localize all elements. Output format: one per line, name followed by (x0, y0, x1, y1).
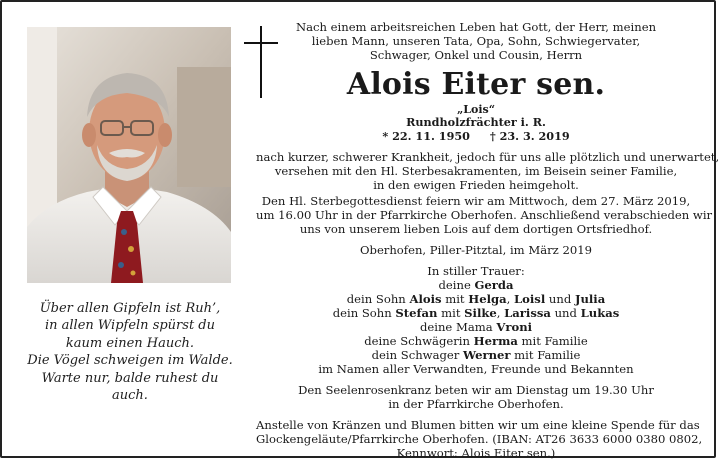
notice-line: in den ewigen Frieden heimgeholt. (373, 178, 579, 192)
rosary-line: Den Seelenrosenkranz beten wir am Dienstag um 19.30 Uhr (298, 383, 654, 397)
place-date: Oberhofen, Piller-Pitztal, im März 2019 (360, 243, 592, 257)
mourner-mother: deine Mama Vroni (419, 320, 533, 334)
poem (24, 300, 236, 404)
funeral-line: uns von unserem lieben Lois auf dem dortigen Ortsfriedhof. (299, 222, 653, 236)
mourner-relatives: im Namen aller Verwandten, Freunde und Bekannten (318, 362, 634, 376)
intro-line: lieben Mann, unseren Tata, Opa, Sohn, Schwiegervater, (311, 34, 641, 48)
mourners (256, 264, 696, 376)
funeral-line: um 16.00 Uhr in der Pfarrkirche Oberhofen. Anschließend verabschieden wir (256, 208, 713, 222)
donation-line: Anstelle von Kränzen und Blumen bitten wir um eine kleine Spende für das (256, 418, 700, 432)
donation-line: Kennwort: Alois Eiter sen.) (396, 446, 556, 460)
intro-text (256, 20, 696, 62)
mourner-son-stefan: dein Sohn Stefan mit Silke, Larissa und Lukas (332, 306, 620, 320)
notice-line: versehen mit den Hl. Sterbesakramenten, im Beisein seiner Familie, (274, 164, 678, 178)
poem-line: in allen Wipfeln spürst du (44, 318, 215, 334)
poem-line: kaum einen Hauch. (65, 335, 195, 351)
poem-line: Über allen Gipfeln ist Ruh’, (39, 301, 221, 316)
life-dates (256, 129, 696, 143)
notice-line: nach kurzer, schwerer Krankheit, jedoch für uns alle plötzlich und unerwartet, (256, 150, 720, 164)
nickname: „Lois“ (456, 103, 496, 116)
intro-line: Nach einem arbeitsreichen Leben hat Gott, der Herr, meinen (295, 20, 657, 34)
donation-line: Glockengeläute/Pfarrkirche Oberhofen. (IBAN: AT26 3633 6000 0380 0802, (256, 432, 703, 446)
occupation: Rundholzfrächter i. R. (406, 115, 546, 129)
portrait-illustration (27, 27, 231, 283)
death-date: † 23. 3. 2019 (489, 129, 570, 143)
mourner-son-alois: dein Sohn Alois mit Helga, Loisl und Julia (346, 292, 606, 306)
rosary-info (256, 383, 696, 411)
poem-line: Die Vögel schweigen im Walde. (27, 353, 233, 369)
donation-info (256, 418, 703, 460)
birth-date: * 22. 11. 1950 (382, 129, 470, 143)
intro-line: Schwager, Onkel und Cousin, Herrn (369, 48, 583, 62)
death-notice (256, 150, 720, 192)
funeral-line: Den Hl. Sterbegottesdienst feiern wir am Mittwoch, dem 27. März 2019, (261, 194, 691, 208)
funeral-info (256, 194, 713, 236)
mourner-wife: deine Gerda (438, 278, 514, 292)
obituary-text (256, 20, 720, 460)
poem-line: Warte nur, balde ruhest du auch. (41, 370, 219, 404)
mourning-heading: In stiller Trauer: (427, 264, 525, 278)
portrait-photo (27, 27, 231, 283)
rosary-line: in der Pfarrkirche Oberhofen. (388, 397, 564, 411)
mourner-sister-in-law: deine Schwägerin Herma mit Familie (364, 334, 588, 348)
deceased-name: Alois Eiter sen. (346, 67, 606, 102)
mourner-brother-in-law: dein Schwager Werner mit Familie (371, 348, 581, 362)
